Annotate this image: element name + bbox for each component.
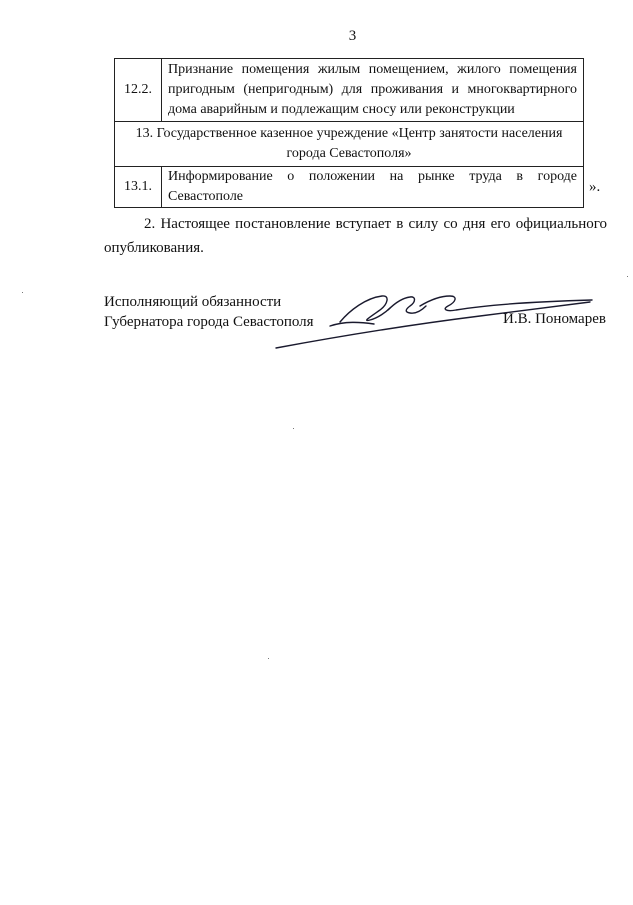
scan-speck bbox=[22, 292, 23, 293]
page-number: 3 bbox=[348, 28, 357, 44]
signatory-title-line1: Исполняющий обязанности bbox=[104, 294, 282, 310]
row-text: Информирование о положении на рынке труда в городе Севастополе bbox=[162, 167, 584, 208]
row-text: Признание помещения жилым помещением, жилого помещения пригодным (непригодным) для проживания и многоквартирного дома аварийным и подлежащим сносу или реконструкции bbox=[162, 59, 584, 122]
scan-speck bbox=[293, 428, 294, 429]
row-number: 12.2. bbox=[115, 59, 162, 122]
section-heading: 13. Государственное казенное учреждение «Центр занятости населения города Севастополя» bbox=[115, 122, 584, 167]
paragraph-effective-date: 2. Настоящее постановление вступает в силу со дня его официального опубликования. bbox=[104, 216, 607, 256]
signatory-title-line2: Губернатора города Севастополя bbox=[104, 314, 314, 330]
signatory-name: И.В. Пономарев bbox=[503, 311, 606, 327]
table-section-heading-row bbox=[115, 122, 584, 167]
closing-quote: ». bbox=[589, 179, 601, 195]
scan-speck bbox=[268, 658, 269, 659]
table-row bbox=[115, 167, 584, 208]
scan-speck bbox=[627, 276, 628, 277]
table-row bbox=[115, 59, 584, 122]
row-number: 13.1. bbox=[115, 167, 162, 208]
services-table bbox=[114, 58, 584, 208]
